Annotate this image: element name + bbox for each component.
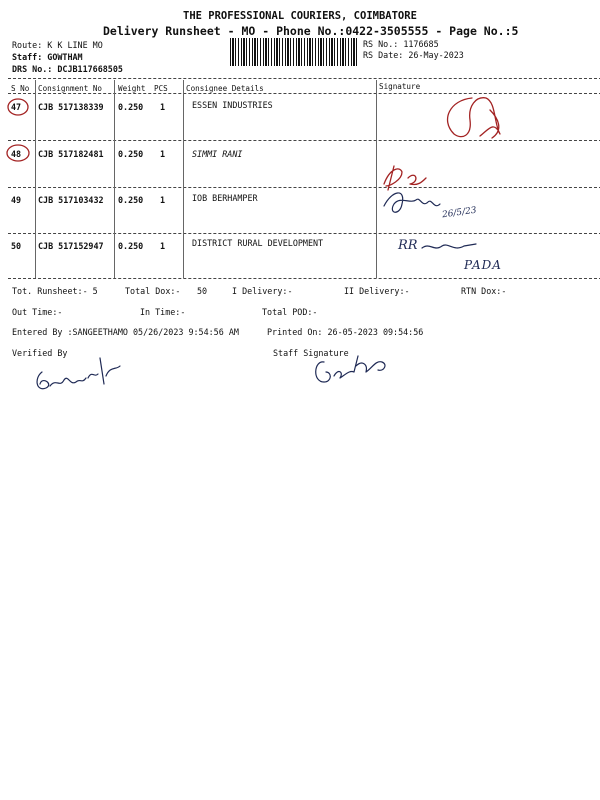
row-pcs: 1 bbox=[160, 149, 166, 159]
page-title: Delivery Runsheet - MO - Phone No.:0422-3505555 - Page No.:5 bbox=[103, 24, 519, 38]
barcode bbox=[230, 38, 358, 66]
table-bottom-border bbox=[8, 278, 600, 279]
i-delivery-label: I Delivery:- bbox=[232, 286, 293, 296]
row-consignee: DISTRICT RURAL DEVELOPMENT bbox=[192, 238, 324, 248]
entered-by: Entered By :SANGEETHAMO 05/26/2023 9:54:56 AM bbox=[12, 327, 239, 337]
column-header-consignee: Consignee Details bbox=[186, 84, 264, 93]
in-time-label: In Time:- bbox=[140, 307, 186, 317]
column-header-weight: Weight bbox=[118, 84, 146, 93]
signature-row-2 bbox=[380, 160, 490, 230]
column-divider bbox=[183, 80, 184, 278]
signature-date: 26/5/23 bbox=[441, 205, 478, 221]
rtn-dox-label: RTN Dox:- bbox=[461, 286, 507, 296]
row-divider bbox=[8, 187, 600, 188]
ii-delivery-label: II Delivery:- bbox=[344, 286, 410, 296]
column-header-consignment: Consignment No bbox=[38, 84, 103, 93]
handwritten-circle-47 bbox=[6, 96, 32, 118]
row-consignee: IOB BERHAMPER bbox=[192, 193, 258, 203]
column-divider bbox=[35, 80, 36, 278]
row-sno: 47 bbox=[11, 102, 22, 112]
staff-label: Staff: GOWTHAM bbox=[12, 52, 83, 62]
total-runsheet: Tot. Runsheet:- 5 bbox=[12, 286, 98, 296]
signature-row-4-name: PADA bbox=[464, 258, 502, 272]
row-weight: 0.250 bbox=[118, 195, 144, 205]
column-header-signature: Signature bbox=[379, 82, 421, 91]
row-divider bbox=[8, 140, 600, 141]
signature-row-4: RR bbox=[398, 238, 418, 253]
column-divider bbox=[376, 80, 377, 278]
row-consignment-no: CJB 517152947 bbox=[38, 241, 104, 251]
out-time-label: Out Time:- bbox=[12, 307, 63, 317]
column-header-pcs: PCS bbox=[154, 84, 168, 93]
row-sno: 50 bbox=[11, 241, 22, 251]
column-divider bbox=[114, 80, 115, 278]
row-pcs: 1 bbox=[160, 102, 166, 112]
row-pcs: 1 bbox=[160, 195, 166, 205]
staff-signature-label: Staff Signature bbox=[273, 348, 349, 358]
handwritten-circle-48 bbox=[4, 142, 32, 164]
drs-number: DRS No.: DCJB117668505 bbox=[12, 64, 123, 74]
row-consignee: ESSEN INDUSTRIES bbox=[192, 100, 273, 110]
row-sno: 48 bbox=[11, 149, 22, 159]
table-header-border bbox=[8, 93, 600, 94]
staff-signature-mark bbox=[310, 342, 400, 392]
total-dox-value: 50 bbox=[197, 286, 208, 296]
total-dox-label: Total Dox:- bbox=[125, 286, 181, 296]
row-weight: 0.250 bbox=[118, 149, 144, 159]
signature-row-4-stroke bbox=[420, 238, 480, 258]
verified-by-signature bbox=[32, 348, 132, 398]
row-sno: 49 bbox=[11, 195, 22, 205]
verified-by-label: Verified By bbox=[12, 348, 68, 358]
total-pod-label: Total POD:- bbox=[262, 307, 318, 317]
row-consignment-no: CJB 517138339 bbox=[38, 102, 104, 112]
rs-date: RS Date: 26-May-2023 bbox=[363, 50, 464, 60]
row-weight: 0.250 bbox=[118, 102, 144, 112]
signature-row-1 bbox=[430, 90, 510, 145]
company-name: THE PROFESSIONAL COURIERS, COIMBATORE bbox=[183, 10, 417, 22]
row-weight: 0.250 bbox=[118, 241, 144, 251]
printed-on: Printed On: 26-05-2023 09:54:56 bbox=[267, 327, 424, 337]
rs-number: RS No.: 1176685 bbox=[363, 39, 439, 49]
table-top-border bbox=[8, 78, 600, 79]
row-consignment-no: CJB 517103432 bbox=[38, 195, 104, 205]
row-consignee: SIMMI RANI bbox=[192, 149, 243, 159]
row-consignment-no: CJB 517182481 bbox=[38, 149, 104, 159]
route-label: Route: K K LINE MO bbox=[12, 40, 103, 50]
column-header-sno: S No bbox=[11, 84, 30, 93]
row-pcs: 1 bbox=[160, 241, 166, 251]
row-divider bbox=[8, 233, 600, 234]
